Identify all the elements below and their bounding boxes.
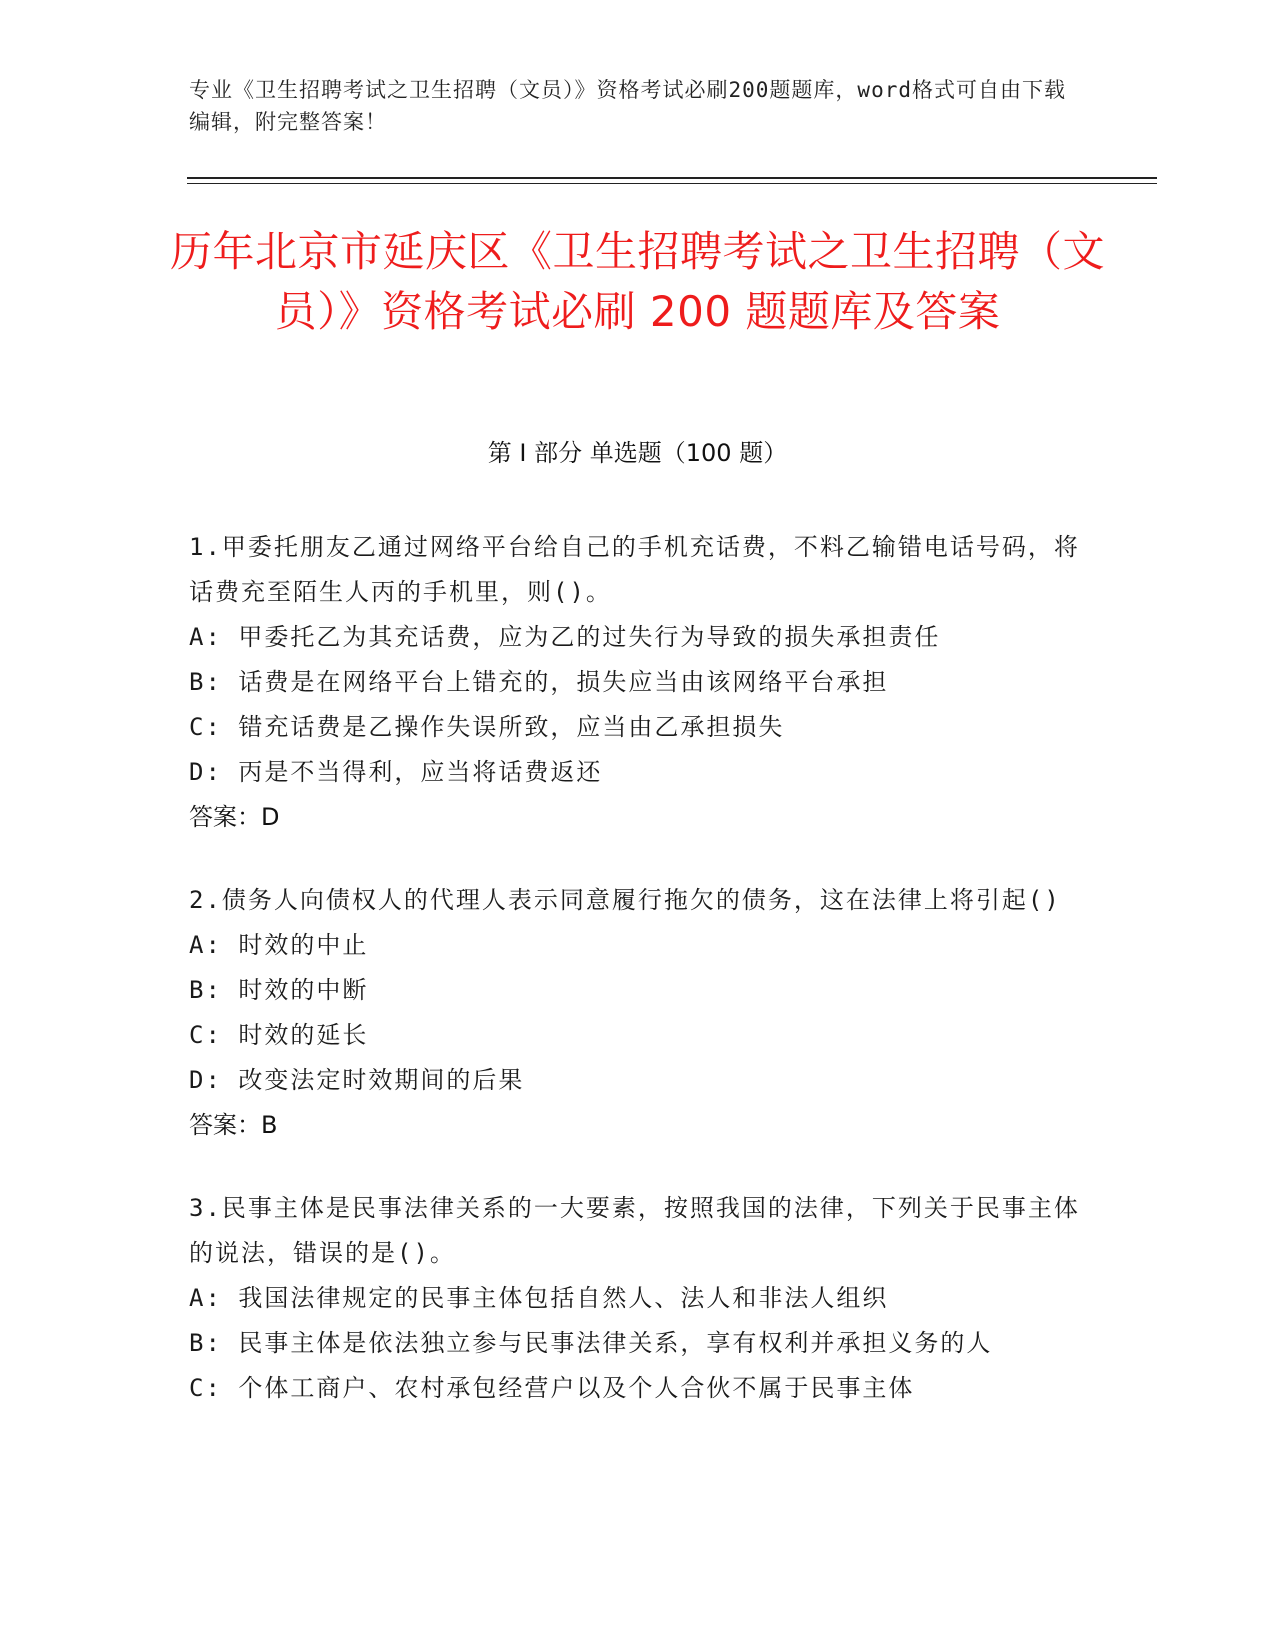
option-d: D: 丙是不当得利，应当将话费返还	[189, 758, 603, 786]
section-title: 第 I 部分 单选题（100 题）	[487, 439, 788, 467]
document-title: 历年北京市延庆区《卫生招聘考试之卫生招聘（文员）》资格考试必刷 200 题题库及答案	[169, 227, 1105, 336]
question-list	[189, 525, 1089, 1449]
option-a: A: 我国法律规定的民事主体包括自然人、法人和非法人组织	[189, 1284, 889, 1312]
option-d: D: 改变法定时效期间的后果	[189, 1066, 525, 1094]
option-c: C: 个体工商户、农村承包经营户以及个人合伙不属于民事主体	[189, 1374, 915, 1402]
answer-label: 答案：D	[189, 803, 280, 831]
option-b: B: 时效的中断	[189, 976, 369, 1004]
option-c: C: 错充话费是乙操作失误所致，应当由乙承担损失	[189, 713, 785, 741]
question-text: 3.民事主体是民事法律关系的一大要素，按照我国的法律，下列关于民事主体的说法，错误的是()。	[189, 1194, 1080, 1267]
header-note: 专业《卫生招聘考试之卫生招聘（文员）》资格考试必刷200题题库，word格式可自由下载编辑，附完整答案！	[189, 78, 1066, 134]
question-text: 1.甲委托朋友乙通过网络平台给自己的手机充话费，不料乙输错电话号码，将话费充至陌生人丙的手机里，则()。	[189, 533, 1080, 606]
answer-label: 答案：B	[189, 1111, 278, 1139]
question-item	[189, 878, 1089, 1148]
option-a: A: 时效的中止	[189, 931, 369, 959]
option-c: C: 时效的延长	[189, 1021, 369, 1049]
option-b: B: 话费是在网络平台上错充的，损失应当由该网络平台承担	[189, 668, 889, 696]
header-divider-thick	[187, 177, 1157, 179]
option-b: B: 民事主体是依法独立参与民事法律关系，享有权利并承担义务的人	[189, 1329, 993, 1357]
header-divider-thin	[187, 183, 1157, 184]
option-a: A: 甲委托乙为其充话费，应为乙的过失行为导致的损失承担责任	[189, 623, 941, 651]
question-item	[189, 525, 1089, 840]
question-text: 2.债务人向债权人的代理人表示同意履行拖欠的债务，这在法律上将引起()	[189, 886, 1061, 914]
question-item	[189, 1186, 1089, 1411]
